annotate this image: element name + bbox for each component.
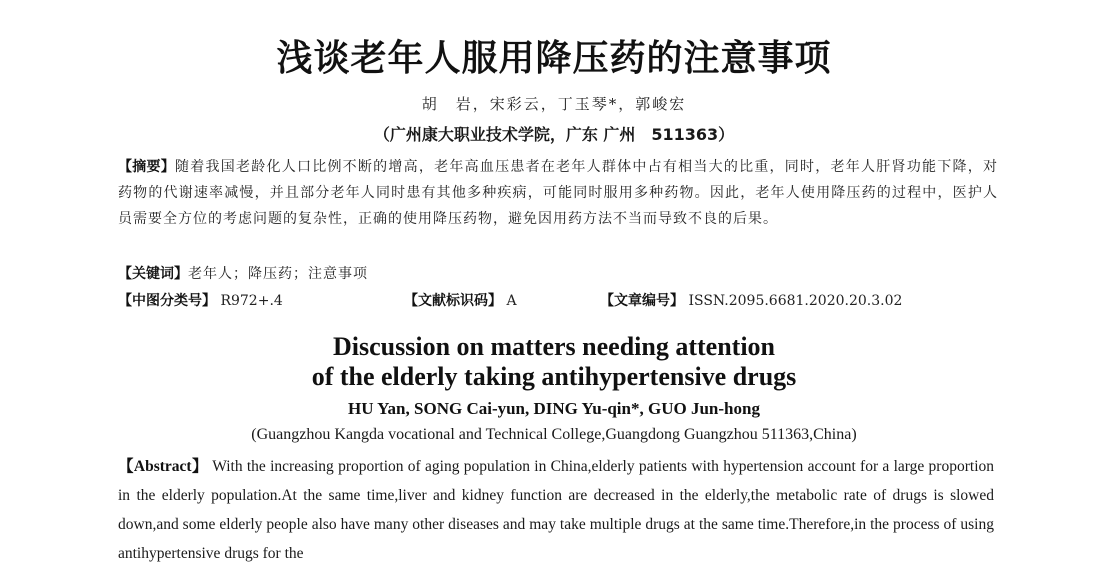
- document-code-label: 【文献标识码】: [404, 293, 502, 309]
- english-abstract-label: 【Abstract】: [118, 458, 208, 475]
- clc-number: [118, 290, 283, 310]
- english-title-line1: Discussion on matters needing attention: [332, 332, 775, 361]
- document-code: [404, 290, 517, 310]
- chinese-authors: 胡 岩，宋彩云，丁玉琴*，郭峻宏: [421, 95, 687, 113]
- english-abstract: [118, 452, 994, 566]
- english-authors: HU Yan, SONG Cai-yun, DING Yu-qin*, GUO Jun-hong: [348, 399, 760, 418]
- article-number-label: 【文章编号】: [600, 293, 684, 309]
- chinese-abstract-label: 【摘要】: [118, 159, 175, 175]
- english-abstract-text: With the increasing proportion of aging population in China,elderly patients with hypertension account for a large proportion in the elderly population.At the same time,liver and kidney function are decreased in the elderly,the metabolic rate of drugs is slowed down,and some elderly people also have many other diseases and may take multiple drugs at the same time.Therefore,in the process of using antihypertensive drugs for the: [118, 458, 994, 562]
- english-title: [0, 332, 1108, 392]
- chinese-keywords: [118, 263, 998, 283]
- clc-value: R972+.4: [220, 293, 283, 309]
- chinese-abstract-text: 随着我国老龄化人口比例不断的增高，老年高血压患者在老年人群体中占有相当大的比重，同时，老年人肝肾功能下降，对药物的代谢速率减慢，并且部分老年人同时患有其他多种疾病，可能同时服用多种药物。因此，老年人使用降压药的过程中，医护人员需要全方位的考虑问题的复杂性，正确的使用降压药物，避免因用药方法不当而导致不良的后果。: [118, 159, 998, 227]
- english-title-line2: of the elderly taking antihypertensive drugs: [311, 362, 797, 391]
- keywords-label: 【关键词】: [118, 266, 188, 282]
- document-code-value: A: [506, 293, 517, 309]
- clc-label: 【中图分类号】: [118, 293, 216, 309]
- keywords-text: 老年人；降压药；注意事项: [188, 266, 368, 282]
- chinese-meta-row: [118, 290, 998, 314]
- english-affiliation: (Guangzhou Kangda vocational and Technical College,Guangdong Guangzhou 511363,China): [251, 426, 857, 443]
- chinese-abstract: [118, 154, 998, 232]
- article-number-value: ISSN.2095.6681.2020.20.3.02: [688, 293, 903, 309]
- chinese-affiliation: （广州康大职业技术学院，广东 广州 511363）: [373, 125, 735, 144]
- chinese-title: 浅谈老年人服用降压药的注意事项: [276, 38, 832, 79]
- article-number: [600, 290, 902, 310]
